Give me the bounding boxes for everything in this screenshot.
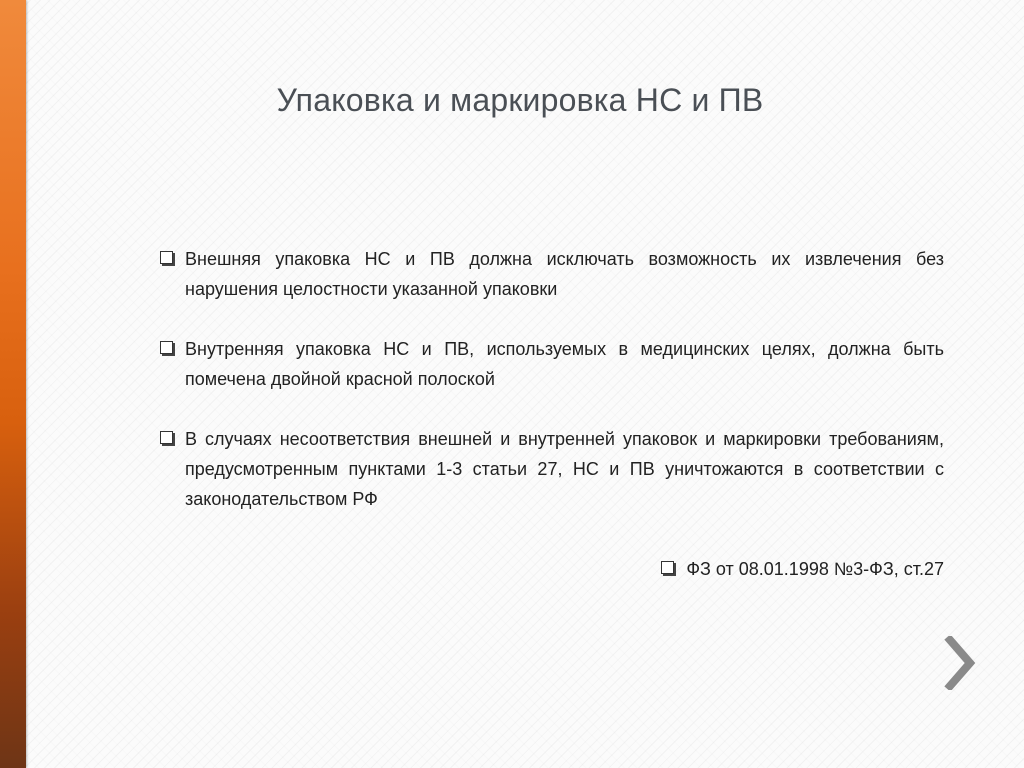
slide-title: Упаковка и маркировка НС и ПВ (276, 82, 764, 118)
bullet-text: В случаях несоответствия внешней и внутренней упаковок и маркировки требованиям, предусмотренным пунктами 1-3 статьи 27, НС и ПВ уничтожаются в соответствии с законодательством РФ (185, 429, 944, 509)
accent-sidebar-bar (0, 0, 26, 768)
bullet-text: Внутренняя упаковка НС и ПВ, используемых в медицинских целях, должна быть помечена двойной красной полоской (185, 339, 944, 389)
bullet-list (160, 244, 944, 544)
source-reference (661, 554, 944, 584)
chevron-right-icon (942, 636, 978, 690)
checkbox-square-icon (160, 251, 173, 264)
checkbox-square-icon (160, 341, 173, 354)
checkbox-square-icon (661, 561, 674, 574)
source-text: ФЗ от 08.01.1998 №3-ФЗ, ст.27 (686, 559, 944, 579)
bullet-text: Внешняя упаковка НС и ПВ должна исключать возможность их извлечения без нарушения целостности указанной упаковки (185, 249, 944, 299)
checkbox-square-icon (160, 431, 173, 444)
list-item (160, 244, 944, 304)
next-slide-button[interactable] (942, 636, 978, 690)
list-item (160, 424, 944, 514)
list-item (160, 334, 944, 394)
